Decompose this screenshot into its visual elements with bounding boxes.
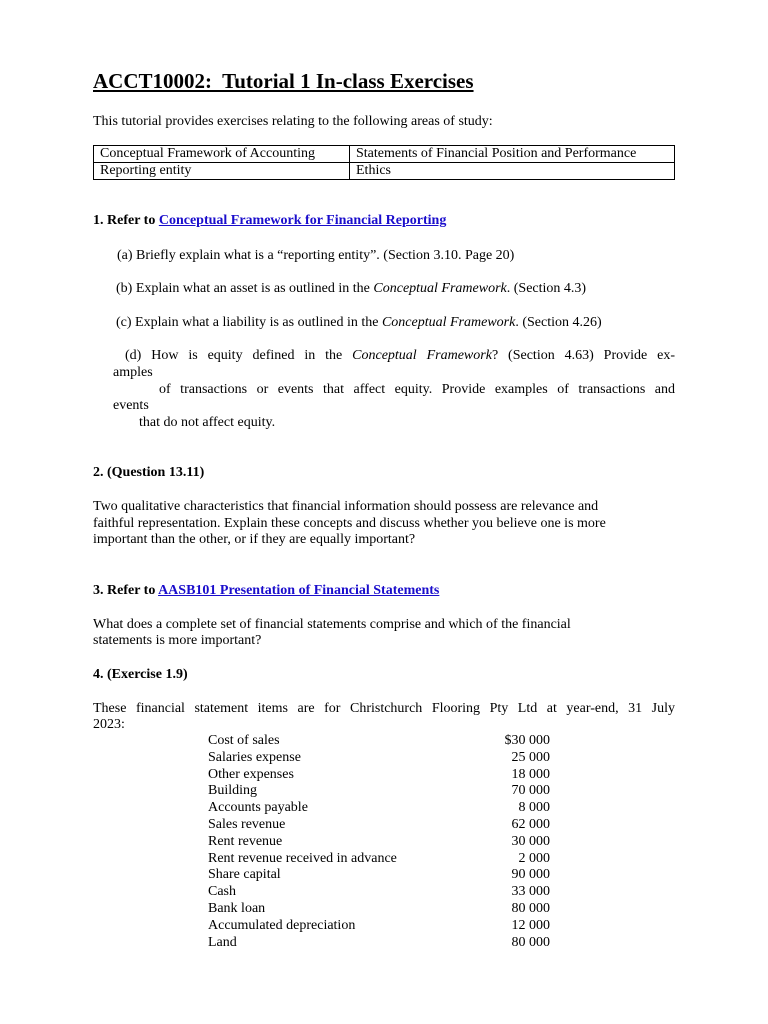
item-label: Sales revenue [208,816,286,832]
item-amount: 30 000 [511,833,550,849]
item-label: Cash [208,884,236,900]
question-4-line2: 2023: [93,717,125,732]
question-2-line2: faithful representation. Explain these concepts and discuss whether you believe one is more [93,516,606,531]
table-row [94,163,675,180]
question-1c-section: . (Section 4.26) [515,315,602,330]
table-cell: Conceptual Framework of Accounting [94,146,350,163]
table-row [208,750,550,767]
study-areas-table [93,145,675,180]
table-row [208,867,550,884]
item-amount: 80 000 [511,900,550,916]
item-label: Accounts payable [208,800,308,816]
question-1a: (a) Briefly explain what is a “reporting entity”. (Section 3.10. Page 20) [117,248,515,263]
item-amount: 25 000 [511,749,550,765]
table-row [208,800,550,817]
question-2-heading: 2. (Question 13.11) [93,465,205,480]
table-cell: Reporting entity [94,163,350,180]
aasb101-link[interactable]: AASB101 Presentation of Financial Statements [158,583,440,598]
item-amount: 90 000 [511,867,550,883]
question-1b [116,281,586,298]
question-2-line3: important than the other, or if they are equally important? [93,532,416,547]
question-4-heading [93,667,188,684]
table-row [208,817,550,834]
item-amount: 33 000 [511,884,550,900]
item-amount: 80 000 [511,934,550,950]
question-1d-line2: amples [113,365,153,380]
table-row [208,935,550,952]
item-amount: 2 000 [518,850,550,866]
item-label: Rent revenue received in advance [208,850,397,866]
item-amount: 62 000 [511,816,550,832]
table-row [208,884,550,901]
table-row [94,146,675,163]
item-label: Share capital [208,867,281,883]
question-4-title: Exercise 1.9) [111,667,188,682]
table-row [208,783,550,800]
item-label: Land [208,934,237,950]
question-1d-text: (d) How is equity defined in the [125,348,353,363]
table-row [208,918,550,935]
question-1-heading [93,213,446,230]
question-1d-line3: of transactions or events that affect equity. Provide examples of transactions and [159,382,675,397]
table-row [208,733,550,750]
table-row [208,901,550,918]
question-1b-section: . (Section 4.3) [506,281,587,296]
item-amount: 18 000 [511,766,550,782]
table-row [208,767,550,784]
question-1d-section: ? (Section 4.63) Provide ex- [491,348,675,363]
table-row [208,834,550,851]
question-3-prefix: 3. Refer to [93,583,159,598]
question-1-prefix: 1. Refer to [93,213,159,228]
item-label: Other expenses [208,766,294,782]
question-1d-line4: events [113,398,149,413]
item-label: Accumulated depreciation [208,917,356,933]
item-label: Rent revenue [208,833,283,849]
question-1c [116,315,602,332]
question-4-number: 4. ( [93,667,112,682]
question-1c-emphasis: Conceptual Framework [381,315,516,330]
question-3-line2: statements is more important? [93,633,262,648]
conceptual-framework-link[interactable]: Conceptual Framework for Financial Reporting [158,213,447,228]
item-amount: $30 000 [504,733,550,748]
table-cell: Statements of Financial Position and Performance [350,146,675,163]
question-2-line1: Two qualitative characteristics that financial information should possess are relevance and [93,499,599,514]
item-label: Bank loan [208,900,266,916]
item-amount: 12 000 [511,917,550,933]
question-3-line1: What does a complete set of financial statements comprise and which of the financial [93,617,571,632]
question-3-heading [93,583,439,600]
page-title: ACCT10002: Tutorial 1 In-class Exercises [93,69,474,93]
question-4-line1: These financial statement items are for Christchurch Flooring Pty Ltd at year-end, 31 July [93,701,675,716]
item-amount: 8 000 [518,800,550,816]
item-amount: 70 000 [511,783,550,799]
intro-text: This tutorial provides exercises relating to the following areas of study: [93,114,493,129]
question-1c-text: (c) Explain what a liability is as outlined in the [116,315,382,330]
question-1b-text: (b) Explain what an asset is as outlined in the [116,281,374,296]
item-label: Cost of sales [208,733,280,748]
table-cell: Ethics [350,163,675,180]
question-1d-line5: that do not affect equity. [139,415,276,430]
question-1d-emphasis: Conceptual Framework [352,348,492,363]
financial-items-table [208,733,550,951]
table-row [208,851,550,868]
question-1d-line1 [125,348,675,365]
item-label: Salaries expense [208,749,301,765]
question-1b-emphasis: Conceptual Framework [373,281,507,296]
item-label: Building [208,783,258,799]
